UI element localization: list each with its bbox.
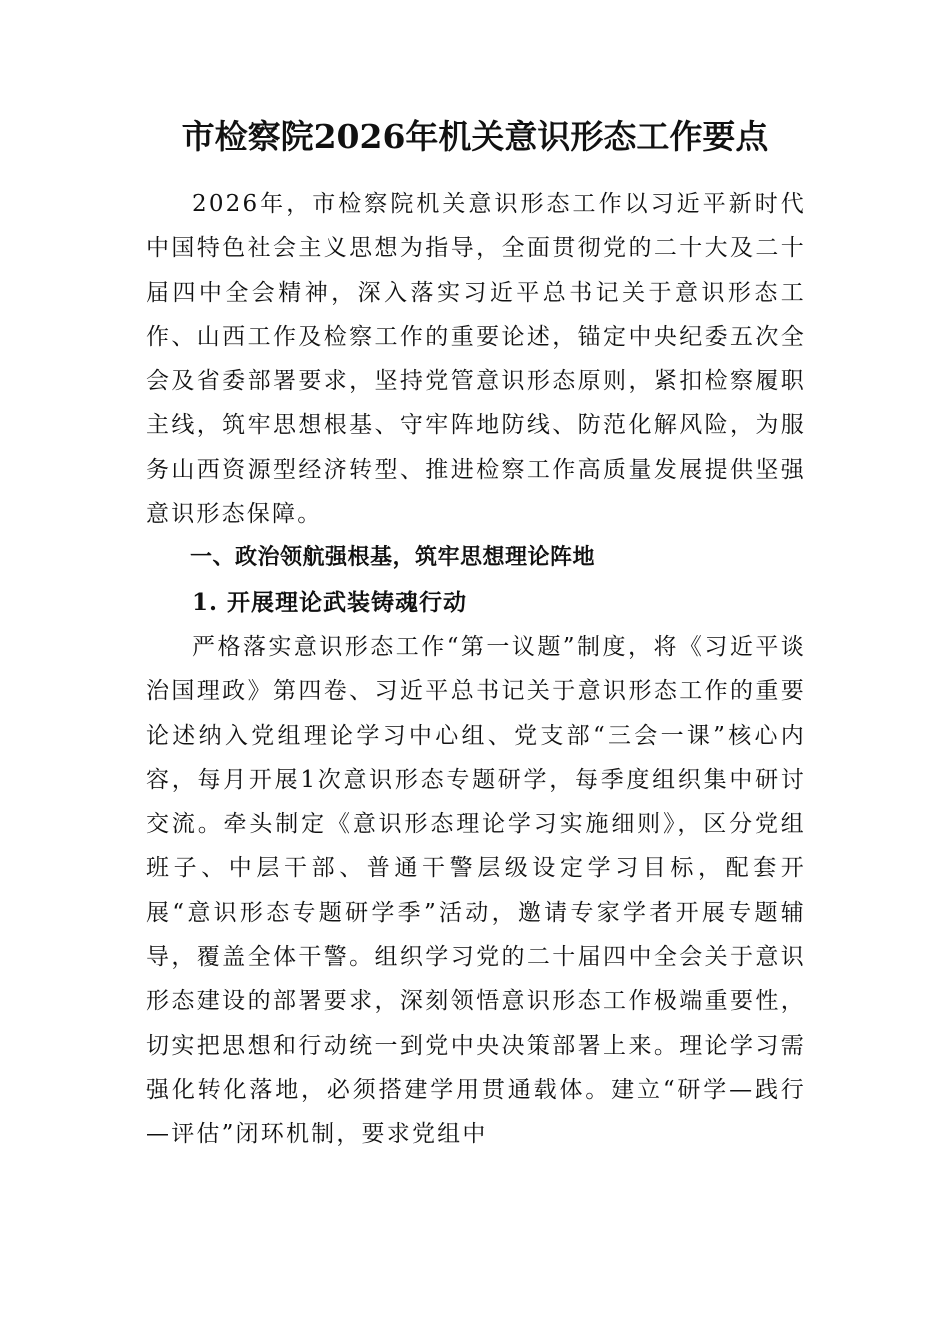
subsection-1-paragraph: 严格落实意识形态工作“第一议题”制度，将《习近平谈治国理政》第四卷、习近平总书记关于意识形态工作的重要论述纳入党组理论学习中心组、党支部“三会一课”核心内容，每月开展1次意识形态专题研学，每季度组织集中研讨交流。牵头制定《意识形态理论学习实施细则》，区分党组班子、中层干部、普通干警层级设定学习目标，配套开展“意识形态专题研学季”活动，邀请专家学者开展专题辅导，覆盖全体干警。组织学习党的二十届四中全会关于意识形态建设的部署要求，深刻领悟意识形态工作极端重要性，切实把思想和行动统一到党中央决策部署上来。理论学习需强化转化落地，必须搭建学用贯通载体。建立“研学—践行—评估”闭环机制，要求党组中 xyxy=(146,633,806,1148)
section-heading-1: 一、政治领航强根基，筑牢思想理论阵地 xyxy=(190,545,596,571)
subsection-heading-1: 1. 开展理论武装铸魂行动 xyxy=(192,588,468,616)
document-body xyxy=(146,182,806,1157)
document-title: 市检察院2026年机关意识形态工作要点 xyxy=(181,117,769,156)
intro-paragraph: 2026年，市检察院机关意识形态工作以习近平新时代中国特色社会主义思想为指导，全面贯彻党的二十大及二十届四中全会精神，深入落实习近平总书记关于意识形态工作、山西工作及检察工作的重要论述，锚定中央纪委五次全会及省委部署要求，坚持党管意识形态原则，紧扣检察履职主线，筑牢思想根基、守牢阵地防线、防范化解风险，为服务山西资源型经济转型、推进检察工作高质量发展提供坚强意识形态保障。 xyxy=(146,191,806,528)
